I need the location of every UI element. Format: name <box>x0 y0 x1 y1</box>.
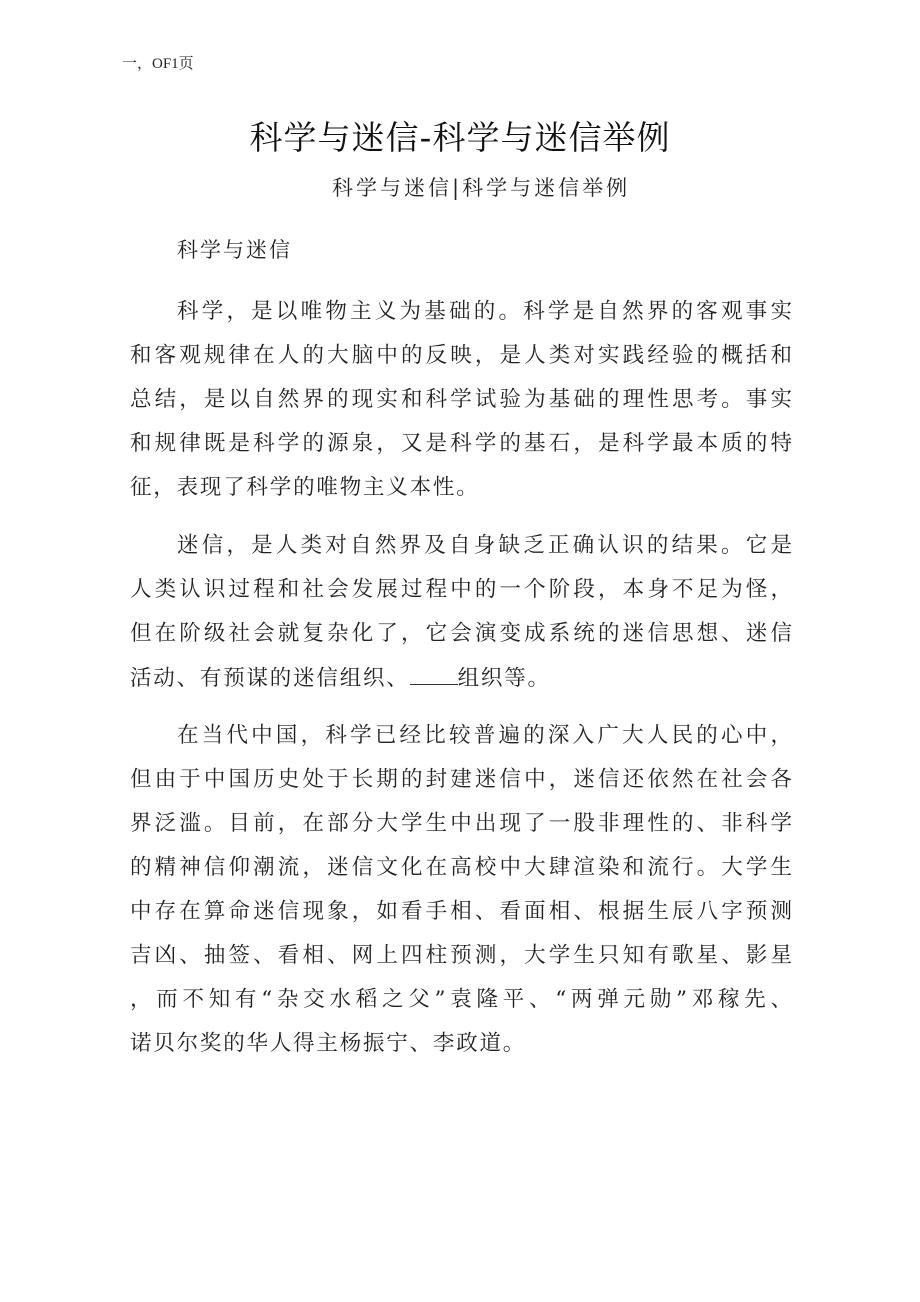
text-line: ，而不知有“杂交水稻之父”袁隆平、“两弹元勋”邓稼先、 <box>130 987 792 1012</box>
text-line: 的精神信仰潮流，迷信文化在高校中大肆渲染和流行。大学生 <box>130 855 792 880</box>
text-line: 和规律既是科学的源泉，又是科学的基石，是科学最本质的特 <box>130 431 792 456</box>
text-line: 和客观规律在人的大脑中的反映，是人类对实践经验的概括和 <box>130 343 792 368</box>
blank-underline <box>410 656 458 685</box>
paragraph-superstition <box>130 524 792 700</box>
text-line: 迷信，是人类对自然界及自身缺乏正确认识的结果。它是 <box>177 533 792 558</box>
text-line: 科学，是以唯物主义为基础的。科学是自然界的客观事实 <box>177 299 792 324</box>
text-line: 在当代中国，科学已经比较普遍的深入广大人民的心中， <box>177 723 792 748</box>
text-segment: 组织等。 <box>457 666 551 691</box>
text-line: 诺贝尔奖的华人得主杨振宁、李政道。 <box>130 1031 527 1056</box>
document-subtitle: 科学与迷信|科学与迷信举例 <box>332 176 631 200</box>
paragraph-science <box>130 290 792 510</box>
section-heading: 科学与迷信 <box>177 238 292 262</box>
text-line: 总结，是以自然界的现实和科学试验为基础的理性思考。事实 <box>130 387 792 412</box>
document-body <box>130 290 792 1080</box>
text-line: 征，表现了科学的唯物主义本性。 <box>130 475 480 500</box>
document-title: 科学与迷信-科学与迷信举例 <box>249 118 671 157</box>
text-line: 人类认识过程和社会发展过程中的一个阶段，本身不足为怪， <box>130 577 792 602</box>
text-line: 但在阶级社会就复杂化了，它会演变成系统的迷信思想、迷信 <box>130 621 792 646</box>
text-line <box>130 656 792 700</box>
text-line: 界泛滥。目前，在部分大学生中出现了一股非理性的、非科学 <box>130 811 792 836</box>
page-header-label: 一，OF1页 <box>122 56 194 72</box>
text-line: 但由于中国历史处于长期的封建迷信中，迷信还依然在社会各 <box>130 767 792 792</box>
text-line: 中存在算命迷信现象，如看手相、看面相、根据生辰八字预测 <box>130 899 792 924</box>
paragraph-contemporary-china <box>130 714 792 1066</box>
text-segment: 活动、有预谋的迷信组织、 <box>130 666 410 691</box>
text-line: 吉凶、抽签、看相、网上四柱预测，大学生只知有歌星、影星 <box>130 943 792 968</box>
